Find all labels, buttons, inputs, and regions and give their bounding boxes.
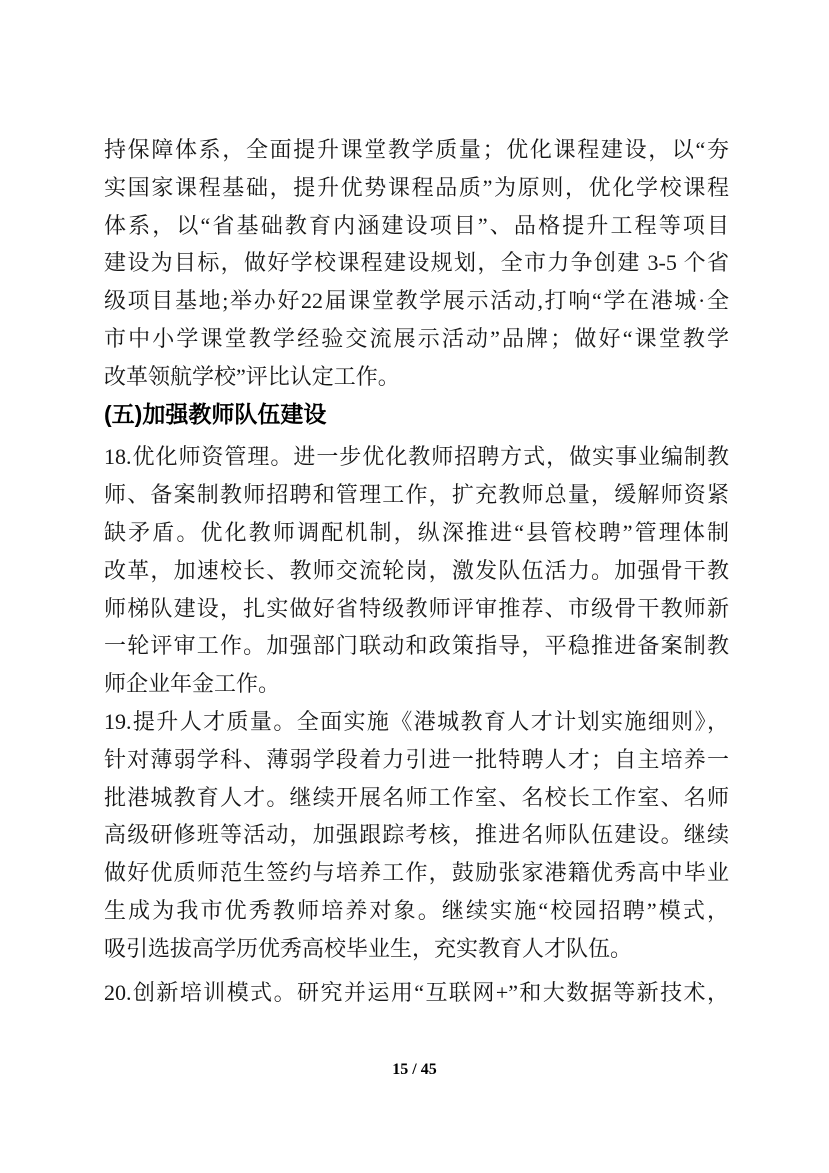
paragraph (104, 438, 729, 703)
text-line: 18.优化师资管理。进一步优化教师招聘方式，做实事业编制教 (104, 444, 729, 470)
paragraph (104, 703, 729, 968)
page-footer (0, 1061, 829, 1079)
text-line: 师梯队建设，扎实做好省特级教师评审推荐、市级骨干教师新 (104, 595, 729, 621)
text-line: 一轮评审工作。加强部门联动和政策指导，平稳推进备案制教 (104, 633, 729, 659)
text-line: 级项目基地;举办好22届课堂教学展示活动,打响“学在港城·全 (104, 288, 729, 314)
section-heading: (五)加强教师队伍建设 (104, 400, 327, 427)
text-line: 改革，加速校长、教师交流轮岗，激发队伍活力。加强骨干教 (104, 557, 729, 583)
text-line: 实国家课程基础，提升优势课程品质”为原则，优化学校课程 (104, 174, 729, 200)
text-line: 缺矛盾。优化教师调配机制，纵深推进“县管校聘”管理体制 (104, 519, 729, 545)
text-line: 生成为我市优秀教师培养对象。继续实施“校园招聘”模式， (104, 897, 729, 923)
text-block (104, 131, 729, 1011)
text-line: 高级研修班等活动，加强跟踪考核，推进名师队伍建设。继续 (104, 822, 729, 848)
text-line: 市中小学课堂教学经验交流展示活动”品牌；做好“课堂教学 (104, 325, 729, 351)
text-line: 持保障体系，全面提升课堂教学质量；优化课程建设，以“夯 (104, 137, 729, 162)
text-line: 吸引选拔高学历优秀高校毕业生，充实教育人才队伍。 (104, 935, 633, 961)
text-line: 20.创新培训模式。研究并运用“互联网+”和大数据等新技术， (104, 979, 729, 1005)
text-line: 师、备案制教师招聘和管理工作，扩充教师总量，缓解师资紧 (104, 482, 729, 508)
text-line: 改革领航学校”评比认定工作。 (104, 363, 400, 389)
paragraph (104, 131, 729, 396)
text-line: 建设为目标，做好学校课程建设规划，全市力争创建 3-5 个省 (104, 250, 729, 276)
text-line: 体系，以“省基础教育内涵建设项目”、品格提升工程等项目 (104, 212, 729, 238)
page-number: 15 / 45 (392, 1061, 437, 1078)
text-line: 19.提升人才质量。全面实施《港城教育人才计划实施细则》， (104, 708, 729, 734)
text-line: 做好优质师范生签约与培养工作，鼓励张家港籍优秀高中毕业 (104, 860, 729, 886)
text-line: 针对薄弱学科、薄弱学段着力引进一批特聘人才；自主培养一 (104, 746, 729, 772)
paragraph (104, 974, 729, 1012)
text-line: 师企业年金工作。 (104, 671, 281, 697)
text-line: 批港城教育人才。继续开展名师工作室、名校长工作室、名师 (104, 784, 729, 810)
